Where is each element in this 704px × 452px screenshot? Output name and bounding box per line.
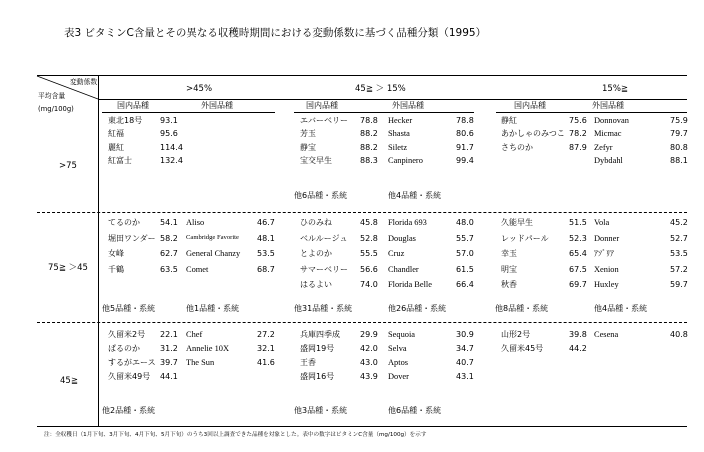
foreign-value: 79.7: [670, 129, 688, 138]
domestic-value: 45.8: [360, 218, 378, 227]
foreign-value: 53.5: [257, 249, 275, 258]
domestic-value: 93.1: [160, 116, 178, 125]
domestic-value: 132.4: [160, 156, 183, 165]
domestic-variety: はるよい: [300, 280, 332, 289]
domestic-variety: さちのか: [501, 143, 533, 152]
foreign-other-count: 他4品種・系統: [594, 304, 648, 313]
corner-mean-label: 平均含量: [38, 92, 66, 100]
domestic-value: 43.0: [360, 358, 378, 367]
domestic-variety: 王香: [300, 358, 316, 367]
domestic-value: 78.8: [360, 116, 378, 125]
domestic-variety: 女峰: [108, 249, 124, 258]
domestic-other-count: 他8品種・系統: [495, 304, 549, 313]
domestic-other-count: 他6品種・系統: [294, 191, 348, 200]
foreign-other-count: 他1品種・系統: [186, 304, 240, 313]
domestic-variety: 静紅: [501, 116, 517, 125]
foreign-variety: General Chanzy: [186, 249, 241, 258]
domestic-value: 43.9: [360, 372, 378, 381]
domestic-value: 75.6: [569, 116, 587, 125]
domestic-value: 31.2: [160, 344, 178, 353]
domestic-value: 42.0: [360, 344, 378, 353]
row-label: 75≧ ＞45: [48, 263, 88, 273]
foreign-variety: Cesena: [594, 330, 619, 339]
foreign-value: 80.6: [456, 129, 474, 138]
foreign-variety: Vola: [594, 218, 610, 227]
foreign-value: 46.7: [257, 218, 275, 227]
domestic-value: 95.6: [160, 129, 178, 138]
foreign-variety: Aptos: [388, 358, 409, 367]
domestic-value: 39.7: [160, 358, 178, 367]
domestic-variety: 紅富士: [108, 156, 132, 165]
foreign-variety: Selva: [388, 344, 407, 353]
foreign-value: 61.5: [456, 265, 474, 274]
domestic-variety: 麗紅: [108, 143, 124, 152]
domestic-value: 54.1: [160, 218, 178, 227]
group-header-2: 45≧ ＞ 15%: [355, 84, 406, 94]
foreign-value: 78.8: [456, 116, 474, 125]
foreign-value: 53.5: [670, 249, 688, 258]
foreign-variety: Florida 693: [388, 218, 427, 227]
domestic-variety: するがエース: [108, 358, 156, 367]
foreign-value: 40.7: [456, 358, 474, 367]
domestic-variety: 静宝: [300, 143, 316, 152]
domestic-value: 22.1: [160, 330, 178, 339]
domestic-other-count: 他31品種・系統: [294, 304, 353, 313]
foreign-variety: Dover: [388, 372, 409, 381]
foreign-value: 91.7: [456, 143, 474, 152]
foreign-value: 99.4: [456, 156, 474, 165]
foreign-variety: Sequoia: [388, 330, 415, 339]
domestic-variety: ベルルージュ: [300, 234, 348, 243]
foreign-value: 48.1: [257, 234, 275, 243]
foreign-value: 27.2: [257, 330, 275, 339]
foreign-value: 41.6: [257, 358, 275, 367]
domestic-value: 88.2: [360, 143, 378, 152]
foreign-variety: Micmac: [594, 129, 622, 138]
foreign-value: 52.7: [670, 234, 688, 243]
foreign-other-count: 他4品種・系統: [388, 191, 442, 200]
row-label: 45≧: [60, 376, 78, 386]
foreign-value: 55.7: [456, 234, 474, 243]
subheader-rule: [496, 112, 687, 113]
foreign-variety: Canpinero: [388, 156, 423, 165]
domestic-value: 52.8: [360, 234, 378, 243]
domestic-value: 87.9: [569, 143, 587, 152]
domestic-other-count: 他2品種・系統: [102, 406, 156, 415]
foreign-variety: Cambridge Favorite: [186, 234, 239, 241]
foreign-variety: Donner: [594, 234, 620, 243]
domestic-value: 114.4: [160, 143, 183, 152]
foreign-variety: Comet: [186, 265, 209, 274]
corner-unit-label: (mg/100g): [38, 105, 74, 113]
foreign-value: 43.1: [456, 372, 474, 381]
domestic-variety: 兵庫四季成: [300, 330, 340, 339]
foreign-variety: Huxley: [594, 280, 619, 289]
domestic-variety: 秋香: [501, 280, 517, 289]
domestic-variety: 幸玉: [501, 249, 517, 258]
domestic-value: 29.9: [360, 330, 378, 339]
foreign-variety: Chandler: [388, 265, 419, 274]
domestic-value: 55.5: [360, 249, 378, 258]
foreign-variety: Florida Belle: [388, 280, 432, 289]
domestic-value: 58.2: [160, 234, 178, 243]
foreign-variety: Douglas: [388, 234, 416, 243]
domestic-variety: 久留米49号: [108, 372, 151, 381]
domestic-variety: 東北18号: [108, 116, 143, 125]
domestic-value: 44.1: [160, 372, 178, 381]
domestic-variety: 久留米45号: [501, 344, 544, 353]
domestic-value: 63.5: [160, 265, 178, 274]
domestic-variety: レッドパール: [501, 234, 549, 243]
foreign-variety: Xenion: [594, 265, 619, 274]
domestic-variety: 紅福: [108, 129, 124, 138]
domestic-variety: あかしゃのみつこ: [501, 129, 565, 138]
foreign-value: 48.0: [456, 218, 474, 227]
row-label: >75: [59, 161, 77, 171]
domestic-variety: サマーベリー: [300, 265, 348, 274]
foreign-variety: Cruz: [388, 249, 405, 258]
subheader-rule: [294, 112, 474, 113]
domestic-variety: 堀田ワンダー: [108, 234, 156, 243]
footnote: 注：全収穫日（1月下旬、3月下旬、4月下旬、5月下旬）のうち3回以上調査できた品種を対象とした。表中の数字はビタミンC含量（mg/100g）を示す: [44, 432, 427, 438]
domestic-variety: 久留米2号: [108, 330, 146, 339]
domestic-value: 88.2: [360, 129, 378, 138]
foreign-variety: Aliso: [186, 218, 205, 227]
foreign-variety: Donnovan: [594, 116, 629, 125]
table-title: 表3 ビタミンC含量とその異なる収穫時期間における変動係数に基づく品種分類（1995）: [64, 27, 487, 39]
domestic-variety: てるのか: [108, 218, 140, 227]
corner-cv-label: 変動係数: [70, 78, 98, 86]
domestic-variety: 山形2号: [501, 330, 531, 339]
domestic-variety: 芳玉: [300, 129, 316, 138]
foreign-value: 59.7: [670, 280, 688, 289]
domestic-header: 国内品種: [117, 101, 149, 110]
group-header-1: >45%: [186, 84, 213, 94]
domestic-header: 国内品種: [306, 101, 338, 110]
foreign-variety: Dybdahl: [594, 156, 623, 165]
foreign-header: 外国品種: [201, 101, 233, 110]
foreign-value: 88.1: [670, 156, 688, 165]
group-header-3: 15%≧: [602, 84, 629, 94]
domestic-value: 44.2: [569, 344, 587, 353]
foreign-variety: Chef: [186, 330, 203, 339]
domestic-value: 39.8: [569, 330, 587, 339]
domestic-value: 74.0: [360, 280, 378, 289]
foreign-variety: Shasta: [388, 129, 410, 138]
domestic-other-count: 他5品種・系統: [102, 304, 156, 313]
foreign-value: 68.7: [257, 265, 275, 274]
domestic-value: 65.4: [569, 249, 587, 258]
foreign-variety: Annelie 10X: [186, 344, 230, 353]
domestic-variety: 千鶴: [108, 265, 124, 274]
domestic-variety: 久能早生: [501, 218, 533, 227]
foreign-value: 75.9: [670, 116, 688, 125]
domestic-variety: 盛岡16号: [300, 372, 335, 381]
domestic-value: 51.5: [569, 218, 587, 227]
foreign-value: 66.4: [456, 280, 474, 289]
foreign-value: 30.9: [456, 330, 474, 339]
domestic-variety: とよのか: [300, 249, 332, 258]
domestic-value: 67.5: [569, 265, 587, 274]
subheader-rule: [102, 112, 275, 113]
domestic-other-count: 他3品種・系統: [294, 406, 348, 415]
foreign-variety: Zefyr: [594, 143, 613, 152]
domestic-variety: 盛岡19号: [300, 344, 335, 353]
foreign-value: 57.0: [456, 249, 474, 258]
foreign-header: 外国品種: [592, 101, 624, 110]
foreign-other-count: 他26品種・系統: [388, 304, 447, 313]
foreign-variety: Hecker: [388, 116, 413, 125]
foreign-value: 34.7: [456, 344, 474, 353]
domestic-header: 国内品種: [514, 101, 546, 110]
foreign-variety: ｱｿﾞﾘｱ: [594, 249, 614, 258]
domestic-variety: 宝交早生: [300, 156, 332, 165]
domestic-value: 62.7: [160, 249, 178, 258]
domestic-variety: ぱるのか: [108, 344, 140, 353]
foreign-value: 40.8: [670, 330, 688, 339]
row-separator-1: [37, 212, 687, 213]
domestic-value: 78.2: [569, 129, 587, 138]
domestic-variety: 明宝: [501, 265, 517, 274]
domestic-variety: エバーベリー: [300, 116, 348, 125]
domestic-value: 88.3: [360, 156, 378, 165]
foreign-variety: Siletz: [388, 143, 408, 152]
domestic-value: 52.3: [569, 234, 587, 243]
domestic-value: 56.6: [360, 265, 378, 274]
foreign-value: 45.2: [670, 218, 688, 227]
foreign-value: 32.1: [257, 344, 275, 353]
foreign-value: 57.2: [670, 265, 688, 274]
row-separator-2: [37, 322, 687, 323]
foreign-other-count: 他6品種・系統: [388, 406, 442, 415]
domestic-value: 69.7: [569, 280, 587, 289]
foreign-value: 80.8: [670, 143, 688, 152]
domestic-variety: ひのみね: [300, 218, 332, 227]
foreign-variety: The Sun: [186, 358, 215, 367]
foreign-header: 外国品種: [392, 101, 424, 110]
